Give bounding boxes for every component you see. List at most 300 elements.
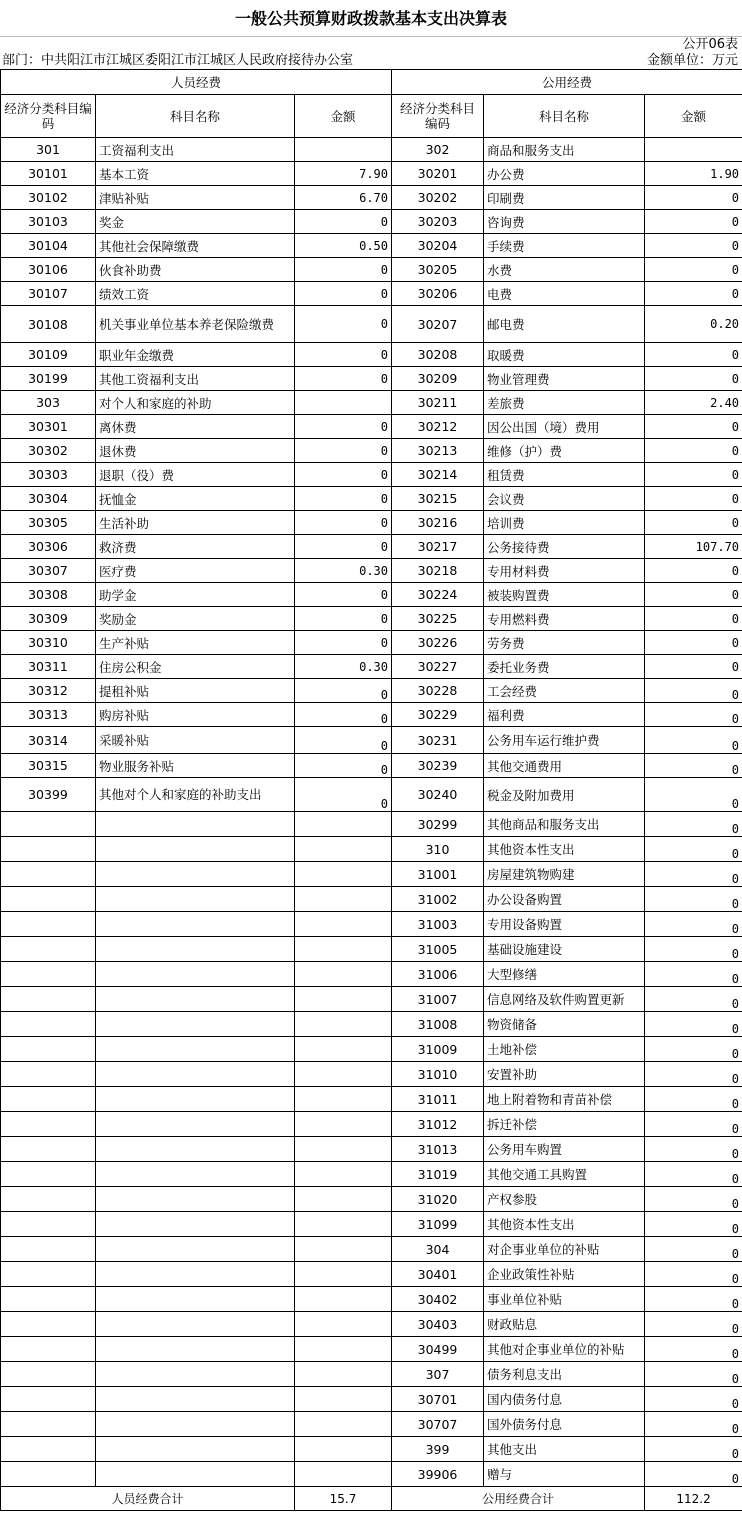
right-name-cell: 公务用车购置	[484, 1137, 645, 1162]
left-name-cell	[96, 937, 295, 962]
left-code-cell: 30107	[1, 282, 96, 306]
table-row	[1, 186, 742, 210]
table-row	[1, 754, 742, 778]
group-public: 公用经费	[392, 70, 742, 95]
left-amount-cell: 0	[295, 343, 392, 367]
public-total-value: 112.2	[645, 1487, 742, 1511]
right-code-cell: 30227	[392, 655, 484, 679]
right-amount-cell: 0	[645, 837, 742, 862]
group-personnel: 人员经费	[1, 70, 392, 95]
left-code-cell	[1, 1412, 96, 1437]
table-row	[1, 937, 742, 962]
right-amount-cell: 0	[645, 1062, 742, 1087]
left-amount-cell	[295, 1462, 392, 1487]
table-row	[1, 343, 742, 367]
left-code-cell	[1, 912, 96, 937]
left-name-cell: 奖金	[96, 210, 295, 234]
table-row	[1, 306, 742, 343]
table-row	[1, 778, 742, 812]
table-row	[1, 655, 742, 679]
table-row	[1, 987, 742, 1012]
left-code-cell	[1, 1087, 96, 1112]
right-amount-cell: 0	[645, 1212, 742, 1237]
left-amount-cell	[295, 1437, 392, 1462]
right-code-cell: 30401	[392, 1262, 484, 1287]
unit-label: 金额单位：万元	[646, 53, 738, 68]
right-amount-cell: 0	[645, 258, 742, 282]
right-amount-cell: 0	[645, 282, 742, 306]
left-code-cell	[1, 1387, 96, 1412]
left-code-cell: 30307	[1, 559, 96, 583]
table-row	[1, 1212, 742, 1237]
left-code-cell: 30311	[1, 655, 96, 679]
left-name-cell	[96, 1137, 295, 1162]
left-name-cell: 抚恤金	[96, 487, 295, 511]
left-name-cell: 采暖补贴	[96, 727, 295, 754]
right-code-cell: 30207	[392, 306, 484, 343]
table-row	[1, 367, 742, 391]
right-amount-cell: 0	[645, 463, 742, 487]
right-name-cell: 租赁费	[484, 463, 645, 487]
right-code-cell: 31013	[392, 1137, 484, 1162]
left-code-cell: 30109	[1, 343, 96, 367]
right-name-cell: 物资储备	[484, 1012, 645, 1037]
right-amount-cell: 0	[645, 1462, 742, 1487]
right-amount-cell: 0	[645, 727, 742, 754]
right-name-cell: 房屋建筑物购建	[484, 862, 645, 887]
left-code-cell: 30104	[1, 234, 96, 258]
group-header-row	[1, 70, 742, 95]
left-amount-cell: 6.70	[295, 186, 392, 210]
table-row	[1, 1337, 742, 1362]
right-amount-cell: 0	[645, 1237, 742, 1262]
left-name-cell	[96, 1087, 295, 1112]
left-name-cell: 救济费	[96, 535, 295, 559]
public-total-label: 公用经费合计	[392, 1487, 645, 1511]
right-name-cell: 工会经费	[484, 679, 645, 703]
table-row	[1, 1387, 742, 1412]
left-amount-cell	[295, 937, 392, 962]
table-row	[1, 607, 742, 631]
right-amount-cell: 0	[645, 607, 742, 631]
left-code-cell: 30103	[1, 210, 96, 234]
left-amount-cell	[295, 812, 392, 837]
left-name-cell: 退休费	[96, 439, 295, 463]
left-code-cell: 30306	[1, 535, 96, 559]
table-row	[1, 282, 742, 306]
table-row	[1, 812, 742, 837]
expenditure-table	[0, 69, 742, 1511]
right-code-cell: 30213	[392, 439, 484, 463]
right-amount-cell: 0	[645, 511, 742, 535]
table-row	[1, 1137, 742, 1162]
right-amount-cell: 2.40	[645, 391, 742, 415]
left-code-cell: 30309	[1, 607, 96, 631]
table-row	[1, 679, 742, 703]
right-name-cell: 电费	[484, 282, 645, 306]
left-code-cell	[1, 887, 96, 912]
right-code-cell: 302	[392, 138, 484, 162]
right-code-cell: 30240	[392, 778, 484, 812]
right-amount-cell: 0	[645, 1437, 742, 1462]
right-code-cell: 31009	[392, 1037, 484, 1062]
left-code-cell	[1, 962, 96, 987]
left-amount-cell	[295, 1212, 392, 1237]
left-code-cell: 30399	[1, 778, 96, 812]
table-row	[1, 391, 742, 415]
right-amount-cell: 0	[645, 1012, 742, 1037]
table-row	[1, 1162, 742, 1187]
table-row	[1, 1187, 742, 1212]
right-code-cell: 30204	[392, 234, 484, 258]
right-name-cell: 因公出国（境）费用	[484, 415, 645, 439]
left-name-cell	[96, 862, 295, 887]
right-name-cell: 委托业务费	[484, 655, 645, 679]
right-amount-cell: 0	[645, 583, 742, 607]
right-amount-cell: 0	[645, 1387, 742, 1412]
right-amount-cell: 0	[645, 987, 742, 1012]
right-amount-cell: 0	[645, 631, 742, 655]
left-code-cell	[1, 987, 96, 1012]
right-name-cell: 信息网络及软件购置更新	[484, 987, 645, 1012]
left-name-cell: 职业年金缴费	[96, 343, 295, 367]
left-name-cell: 绩效工资	[96, 282, 295, 306]
left-name-cell	[96, 1312, 295, 1337]
left-amount-cell	[295, 391, 392, 415]
left-amount-cell	[295, 1062, 392, 1087]
header-name-right: 科目名称	[484, 95, 645, 138]
right-name-cell: 其他资本性支出	[484, 1212, 645, 1237]
left-name-cell: 工资福利支出	[96, 138, 295, 162]
right-amount-cell: 0	[645, 1187, 742, 1212]
left-amount-cell	[295, 1412, 392, 1437]
table-row	[1, 1462, 742, 1487]
left-amount-cell	[295, 837, 392, 862]
left-name-cell	[96, 987, 295, 1012]
right-name-cell: 基础设施建设	[484, 937, 645, 962]
left-amount-cell: 0	[295, 487, 392, 511]
left-name-cell	[96, 1337, 295, 1362]
left-name-cell: 助学金	[96, 583, 295, 607]
right-amount-cell: 0	[645, 937, 742, 962]
table-row	[1, 487, 742, 511]
left-amount-cell: 0	[295, 282, 392, 306]
left-name-cell	[96, 1262, 295, 1287]
left-name-cell: 退职（役）费	[96, 463, 295, 487]
right-code-cell: 31006	[392, 962, 484, 987]
right-name-cell: 物业管理费	[484, 367, 645, 391]
left-amount-cell	[295, 1337, 392, 1362]
right-code-cell: 31019	[392, 1162, 484, 1187]
right-name-cell: 其他交通费用	[484, 754, 645, 778]
right-code-cell: 31005	[392, 937, 484, 962]
left-code-cell	[1, 937, 96, 962]
left-name-cell	[96, 1062, 295, 1087]
table-row	[1, 887, 742, 912]
right-name-cell: 劳务费	[484, 631, 645, 655]
right-name-cell: 福利费	[484, 703, 645, 727]
right-name-cell: 安置补助	[484, 1062, 645, 1087]
left-name-cell: 购房补贴	[96, 703, 295, 727]
right-name-cell: 产权参股	[484, 1187, 645, 1212]
table-row	[1, 1237, 742, 1262]
right-amount-cell: 0	[645, 1287, 742, 1312]
left-amount-cell: 0	[295, 535, 392, 559]
right-name-cell: 事业单位补贴	[484, 1287, 645, 1312]
left-code-cell	[1, 1462, 96, 1487]
left-amount-cell: 0	[295, 367, 392, 391]
left-code-cell	[1, 1287, 96, 1312]
right-amount-cell: 0	[645, 1312, 742, 1337]
table-row	[1, 1262, 742, 1287]
left-name-cell	[96, 962, 295, 987]
left-amount-cell: 0	[295, 727, 392, 754]
left-name-cell	[96, 812, 295, 837]
right-amount-cell: 0	[645, 1112, 742, 1137]
right-amount-cell: 0	[645, 754, 742, 778]
right-amount-cell	[645, 138, 742, 162]
right-amount-cell: 0	[645, 234, 742, 258]
left-amount-cell	[295, 1237, 392, 1262]
left-code-cell: 30315	[1, 754, 96, 778]
left-amount-cell: 0	[295, 607, 392, 631]
left-amount-cell: 0	[295, 511, 392, 535]
left-name-cell	[96, 1362, 295, 1387]
left-code-cell: 30305	[1, 511, 96, 535]
left-code-cell: 30312	[1, 679, 96, 703]
left-code-cell	[1, 1137, 96, 1162]
right-code-cell: 30208	[392, 343, 484, 367]
table-row	[1, 559, 742, 583]
right-code-cell: 304	[392, 1237, 484, 1262]
left-amount-cell: 0	[295, 258, 392, 282]
left-amount-cell: 0.30	[295, 655, 392, 679]
right-code-cell: 30218	[392, 559, 484, 583]
table-row	[1, 138, 742, 162]
left-amount-cell	[295, 912, 392, 937]
left-amount-cell	[295, 1312, 392, 1337]
left-name-cell	[96, 1162, 295, 1187]
right-code-cell: 39906	[392, 1462, 484, 1487]
right-code-cell: 31099	[392, 1212, 484, 1237]
left-amount-cell: 7.90	[295, 162, 392, 186]
right-amount-cell: 107.70	[645, 535, 742, 559]
header-code-left: 经济分类科目编码	[1, 95, 96, 138]
right-name-cell: 专用燃料费	[484, 607, 645, 631]
right-amount-cell: 0	[645, 679, 742, 703]
personnel-total-label: 人员经费合计	[1, 1487, 295, 1511]
left-code-cell: 30304	[1, 487, 96, 511]
right-code-cell: 31012	[392, 1112, 484, 1137]
right-code-cell: 30229	[392, 703, 484, 727]
right-amount-cell: 0	[645, 487, 742, 511]
table-row	[1, 415, 742, 439]
header-code-right: 经济分类科目编码	[392, 95, 484, 138]
left-amount-cell	[295, 1162, 392, 1187]
left-code-cell: 30101	[1, 162, 96, 186]
right-amount-cell: 0.20	[645, 306, 742, 343]
right-code-cell: 399	[392, 1437, 484, 1462]
column-header-row	[1, 95, 742, 138]
right-amount-cell: 0	[645, 778, 742, 812]
right-name-cell: 其他支出	[484, 1437, 645, 1462]
right-amount-cell: 0	[645, 367, 742, 391]
left-code-cell	[1, 812, 96, 837]
right-code-cell: 31008	[392, 1012, 484, 1037]
left-name-cell	[96, 1037, 295, 1062]
right-code-cell: 30299	[392, 812, 484, 837]
left-code-cell: 30308	[1, 583, 96, 607]
left-name-cell: 生产补贴	[96, 631, 295, 655]
left-name-cell	[96, 912, 295, 937]
right-amount-cell: 0	[645, 1362, 742, 1387]
left-name-cell	[96, 1287, 295, 1312]
right-amount-cell: 0	[645, 1337, 742, 1362]
right-name-cell: 拆迁补偿	[484, 1112, 645, 1137]
right-code-cell: 30214	[392, 463, 484, 487]
table-row	[1, 162, 742, 186]
right-name-cell: 财政贴息	[484, 1312, 645, 1337]
left-name-cell	[96, 1437, 295, 1462]
right-name-cell: 专用材料费	[484, 559, 645, 583]
left-code-cell	[1, 1437, 96, 1462]
right-code-cell: 307	[392, 1362, 484, 1387]
table-row	[1, 234, 742, 258]
right-amount-cell: 0	[645, 655, 742, 679]
left-amount-cell	[295, 1262, 392, 1287]
right-name-cell: 邮电费	[484, 306, 645, 343]
right-amount-cell: 0	[645, 1162, 742, 1187]
left-code-cell: 301	[1, 138, 96, 162]
right-name-cell: 土地补偿	[484, 1037, 645, 1062]
left-code-cell: 30199	[1, 367, 96, 391]
right-amount-cell: 0	[645, 415, 742, 439]
left-name-cell	[96, 1212, 295, 1237]
left-name-cell: 其他工资福利支出	[96, 367, 295, 391]
left-amount-cell	[295, 987, 392, 1012]
right-code-cell: 30203	[392, 210, 484, 234]
right-name-cell: 国外债务付息	[484, 1412, 645, 1437]
right-name-cell: 地上附着物和青苗补偿	[484, 1087, 645, 1112]
left-name-cell	[96, 1412, 295, 1437]
left-code-cell	[1, 1037, 96, 1062]
left-code-cell	[1, 1162, 96, 1187]
table-row	[1, 727, 742, 754]
right-code-cell: 310	[392, 837, 484, 862]
right-code-cell: 31001	[392, 862, 484, 887]
left-amount-cell	[295, 1037, 392, 1062]
right-amount-cell: 0	[645, 1262, 742, 1287]
report-title: 一般公共预算财政拨款基本支出决算表	[234, 9, 507, 28]
left-code-cell	[1, 1187, 96, 1212]
left-amount-cell: 0	[295, 210, 392, 234]
right-amount-cell: 0	[645, 210, 742, 234]
left-amount-cell: 0	[295, 703, 392, 727]
right-name-cell: 其他对企事业单位的补贴	[484, 1337, 645, 1362]
right-name-cell: 国内债务付息	[484, 1387, 645, 1412]
left-amount-cell	[295, 1012, 392, 1037]
right-name-cell: 差旅费	[484, 391, 645, 415]
left-amount-cell	[295, 862, 392, 887]
left-name-cell: 提租补贴	[96, 679, 295, 703]
right-code-cell: 30206	[392, 282, 484, 306]
right-name-cell: 办公设备购置	[484, 887, 645, 912]
left-name-cell: 医疗费	[96, 559, 295, 583]
right-amount-cell: 0	[645, 703, 742, 727]
left-code-cell: 30302	[1, 439, 96, 463]
table-row	[1, 912, 742, 937]
table-row	[1, 439, 742, 463]
right-amount-cell: 0	[645, 1087, 742, 1112]
right-code-cell: 30205	[392, 258, 484, 282]
table-row	[1, 1312, 742, 1337]
table-row	[1, 962, 742, 987]
right-code-cell: 30202	[392, 186, 484, 210]
left-amount-cell: 0	[295, 306, 392, 343]
table-row	[1, 1112, 742, 1137]
left-code-cell	[1, 1062, 96, 1087]
left-name-cell	[96, 887, 295, 912]
right-amount-cell: 0	[645, 1037, 742, 1062]
left-amount-cell	[295, 1187, 392, 1212]
left-amount-cell: 0	[295, 463, 392, 487]
left-amount-cell: 0.30	[295, 559, 392, 583]
left-name-cell: 其他对个人和家庭的补助支出	[96, 778, 295, 812]
left-amount-cell	[295, 962, 392, 987]
left-amount-cell: 0	[295, 583, 392, 607]
right-name-cell: 培训费	[484, 511, 645, 535]
right-name-cell: 公务接待费	[484, 535, 645, 559]
left-amount-cell	[295, 1137, 392, 1162]
table-row	[1, 463, 742, 487]
left-code-cell: 30310	[1, 631, 96, 655]
left-code-cell	[1, 862, 96, 887]
right-amount-cell: 0	[645, 439, 742, 463]
right-amount-cell: 1.90	[645, 162, 742, 186]
left-name-cell: 离休费	[96, 415, 295, 439]
right-code-cell: 30228	[392, 679, 484, 703]
left-name-cell	[96, 1112, 295, 1137]
right-code-cell: 30707	[392, 1412, 484, 1437]
left-code-cell	[1, 1312, 96, 1337]
left-amount-cell	[295, 1287, 392, 1312]
table-row	[1, 583, 742, 607]
right-name-cell: 其他资本性支出	[484, 837, 645, 862]
totals-row	[1, 1487, 742, 1511]
right-amount-cell: 0	[645, 1137, 742, 1162]
left-amount-cell	[295, 1112, 392, 1137]
right-code-cell: 30402	[392, 1287, 484, 1312]
right-code-cell: 31002	[392, 887, 484, 912]
right-name-cell: 维修（护）费	[484, 439, 645, 463]
left-amount-cell	[295, 1362, 392, 1387]
right-name-cell: 办公费	[484, 162, 645, 186]
right-code-cell: 30225	[392, 607, 484, 631]
left-code-cell: 303	[1, 391, 96, 415]
left-name-cell	[96, 1237, 295, 1262]
right-code-cell: 30231	[392, 727, 484, 754]
right-name-cell: 咨询费	[484, 210, 645, 234]
table-row	[1, 258, 742, 282]
left-code-cell: 30108	[1, 306, 96, 343]
right-name-cell: 税金及附加费用	[484, 778, 645, 812]
left-code-cell	[1, 1362, 96, 1387]
right-amount-cell: 0	[645, 862, 742, 887]
left-name-cell: 伙食补助费	[96, 258, 295, 282]
left-code-cell: 30313	[1, 703, 96, 727]
left-name-cell	[96, 1187, 295, 1212]
right-code-cell: 30212	[392, 415, 484, 439]
